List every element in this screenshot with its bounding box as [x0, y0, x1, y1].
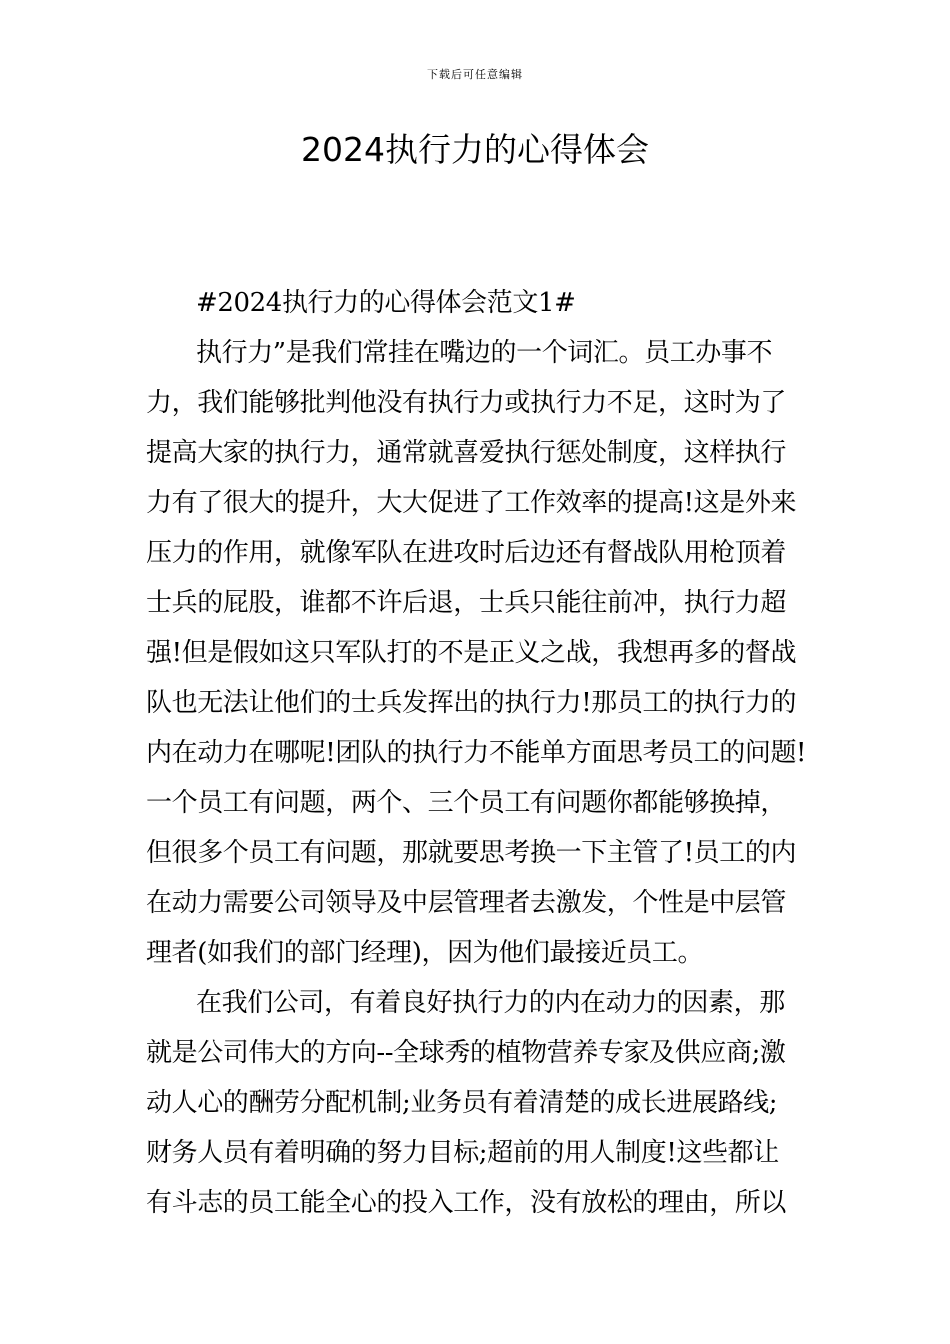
paragraph-line: 提高大家的执行力，通常就喜爱执行惩处制度，这样执行: [146, 438, 787, 468]
paragraph-line: 动人心的酬劳分配机制;业务员有着清楚的成长进展路线;: [146, 1088, 778, 1118]
paragraph-line: 在动力需要公司领导及中层管理者去激发，个性是中层管: [146, 888, 787, 918]
paragraph-line: 但很多个员工有问题，那就要思考换一下主管了!员工的内: [146, 838, 797, 868]
paragraph-line: 力有了很大的提升，大大促进了工作效率的提高!这是外来: [146, 488, 797, 518]
paragraph-line: 内在动力在哪呢!团队的执行力不能单方面思考员工的问题!: [146, 738, 807, 768]
paragraph-line: 队也无法让他们的士兵发挥出的执行力!那员工的执行力的: [146, 688, 797, 718]
paragraph-line: 强!但是假如这只军队打的不是正义之战，我想再多的督战: [146, 638, 797, 668]
document-body: [146, 278, 810, 1228]
paragraph-line: 一个员工有问题，两个、三个员工有问题你都能够换掉，: [146, 788, 787, 818]
paragraph-line: 士兵的屁股，谁都不许后退，士兵只能往前冲，执行力超: [146, 588, 787, 618]
paragraph-line: 就是公司伟大的方向--全球秀的植物营养专家及供应商;激: [146, 1038, 786, 1068]
paragraph-line: 力，我们能够批判他没有执行力或执行力不足，这时为了: [146, 388, 787, 418]
paragraph-line: 在我们公司，有着良好执行力的内在动力的因素，那: [196, 988, 785, 1018]
header-note: 下载后可任意编辑: [427, 68, 523, 81]
paragraph-line: 压力的作用，就像军队在进攻时后边还有督战队用枪顶着: [146, 538, 787, 568]
section-heading: #2024执行力的心得体会范文1#: [196, 288, 576, 318]
document-title: 2024执行力的心得体会: [301, 130, 649, 169]
paragraph-line: 执行力”是我们常挂在嘴边的一个词汇。员工办事不: [196, 338, 773, 368]
paragraph-line: 有斗志的员工能全心的投入工作，没有放松的理由，所以: [146, 1188, 787, 1218]
paragraph-line: 财务人员有着明确的努力目标;超前的用人制度!这些都让: [146, 1138, 779, 1168]
paragraph-line: 理者(如我们的部门经理)，因为他们最接近员工。: [146, 938, 704, 968]
